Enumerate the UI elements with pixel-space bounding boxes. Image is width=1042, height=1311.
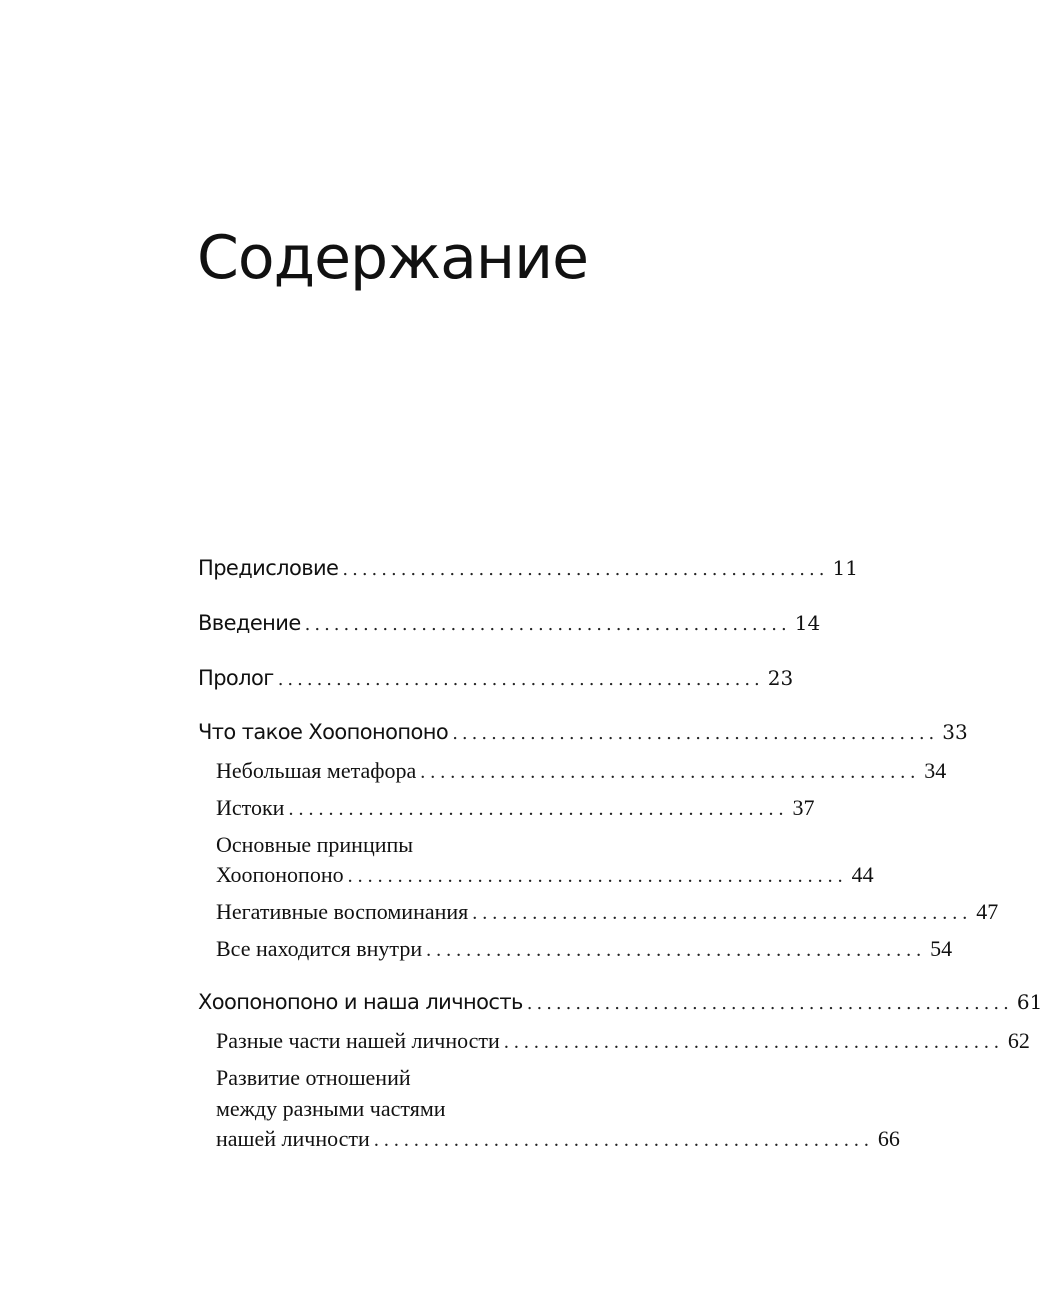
toc-entry-label: Пролог [198, 666, 274, 690]
toc-page-number: 37 [792, 795, 815, 820]
dot-leader: .................................................. [373, 1129, 874, 1151]
toc-page-number: 44 [851, 862, 874, 887]
toc-entry-chapter-2[interactable] [198, 990, 1042, 1014]
toc-page-number: 14 [794, 611, 821, 635]
page-title: Содержание [197, 223, 589, 293]
toc-entry-label: Все находится внутри [216, 936, 423, 961]
dot-leader: .................................................. [503, 1031, 1004, 1053]
toc-entry-label: Хоопонопоно и наша личность [198, 990, 523, 1014]
toc-entry-section-metaphor[interactable] [216, 758, 947, 784]
dot-leader: .................................................. [526, 993, 1013, 1014]
dot-leader: .................................................. [472, 902, 973, 924]
toc-entry-label: Хоопонопоно [216, 862, 344, 887]
toc-entry-label: Введение [198, 611, 301, 635]
toc-entry-section-principles-line1[interactable]: Основные принципы [216, 832, 414, 857]
toc-entry-section-relations-line1[interactable]: Развитие отношений [216, 1065, 411, 1090]
toc-entry-label: Разные части нашей личности [216, 1028, 500, 1053]
dot-leader: .................................................. [277, 669, 764, 690]
toc-entry-section-principles[interactable] [216, 862, 874, 888]
toc-entry-section-relations-line2[interactable]: между разными частями [216, 1096, 446, 1121]
dot-leader: .................................................. [420, 761, 921, 783]
toc-entry-label: Негативные воспоминания [216, 899, 469, 924]
toc-entry-chapter-1[interactable] [198, 720, 968, 744]
dot-leader: .................................................. [347, 865, 848, 887]
toc-entry-preface[interactable] [198, 556, 858, 580]
toc-entry-section-origins[interactable] [216, 795, 815, 821]
toc-page-number: 47 [976, 899, 999, 924]
toc-entry-section-negative-memories[interactable] [216, 899, 999, 925]
toc-entry-label: Предисловие [198, 556, 339, 580]
toc-page-number: 23 [767, 666, 794, 690]
dot-leader: .................................................. [342, 559, 829, 580]
toc-page-number: 62 [1007, 1028, 1030, 1053]
toc-entry-label: Что такое Хоопонопоно [198, 720, 449, 744]
toc-entry-label: Небольшая метафора [216, 758, 417, 783]
toc-entry-label: Истоки [216, 795, 285, 820]
toc-page-number: 34 [924, 758, 947, 783]
dot-leader: .................................................. [288, 798, 789, 820]
toc-page-number: 54 [930, 936, 953, 961]
toc-entry-label: нашей личности [216, 1126, 370, 1151]
dot-leader: .................................................. [452, 723, 939, 744]
toc-entry-intro[interactable] [198, 611, 821, 635]
dot-leader: .................................................. [426, 939, 927, 961]
toc-page-number: 33 [942, 720, 968, 744]
toc-page-number: 61 [1016, 990, 1042, 1014]
toc-entry-section-personality-parts[interactable] [216, 1028, 1030, 1054]
toc-entry-section-all-inside[interactable] [216, 936, 953, 962]
toc-entry-prologue[interactable] [198, 666, 794, 690]
toc-page-number: 66 [877, 1126, 900, 1151]
toc-entry-section-relations[interactable] [216, 1126, 900, 1152]
toc-page-number: 11 [832, 556, 858, 580]
dot-leader: .................................................. [304, 614, 791, 635]
